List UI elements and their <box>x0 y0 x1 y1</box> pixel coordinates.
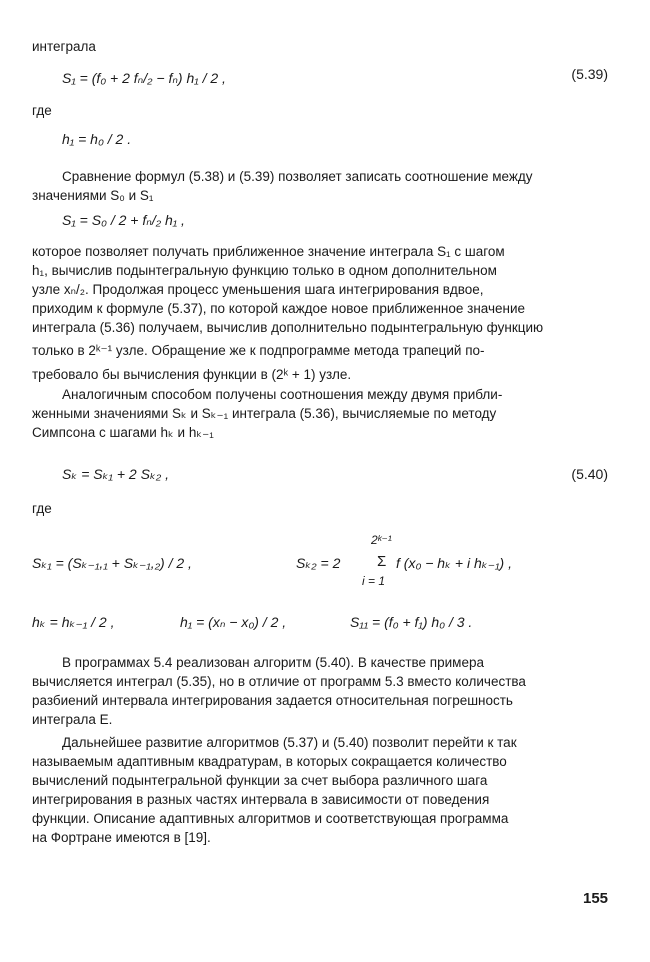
sum-body: f (x₀ − hₖ + i hₖ₋₁) , <box>396 555 512 571</box>
paragraph-5-line-5: функции. Описание адаптивных алгоритмов и соответствующая программа <box>32 811 509 826</box>
hk-definition: hₖ = hₖ₋₁ / 2 , <box>32 614 115 630</box>
equation-5-40: Sₖ = Sₖ₁ + 2 Sₖ₂ , <box>62 466 170 482</box>
paragraph-3-line-3: Симпсона с шагами hₖ и hₖ₋₁ <box>32 425 214 440</box>
paragraph-5-line-2: называемым адаптивным квадратурам, в которых сокращается количество <box>32 754 507 769</box>
h1-alt-definition: h₁ = (xₙ − x₀) / 2 , <box>180 614 287 630</box>
paragraph-4-line-2: вычисляется интеграл (5.35), но в отличие от программ 5.3 вместо количества <box>32 674 526 689</box>
equation-number-5-39: (5.39) <box>571 66 608 82</box>
summation-symbol: Σ <box>377 553 387 570</box>
paragraph-5-line-1: Дальнейшее развитие алгоритмов (5.37) и (5.40) позволит перейти к так <box>62 735 517 750</box>
paragraph-2-line-6: только в 2ᵏ⁻¹ узле. Обращение же к подпрограмме метода трапеций по- <box>32 343 485 358</box>
paragraph-5-line-3: вычислений подынтегральной функции за счет выбора различного шага <box>32 773 488 788</box>
continued-word: интеграла <box>32 39 96 54</box>
paragraph-3-line-1: Аналогичным способом получены соотношения между двумя прибли- <box>62 387 503 402</box>
sum-upper-limit: 2ᵏ⁻¹ <box>371 533 392 547</box>
equation-5-39: S₁ = (f₀ + 2 fₙ/₂ − fₙ) h₁ / 2 , <box>62 70 226 86</box>
paragraph-4-line-3: разбиений интервала интегрирования задается относительная погрешность <box>32 693 513 708</box>
sk1-definition: Sₖ₁ = (Sₖ₋₁,₁ + Sₖ₋₁,₂) / 2 , <box>32 555 192 571</box>
equation-number-5-40: (5.40) <box>571 466 608 482</box>
paragraph-4-line-1: В программах 5.4 реализован алгоритм (5.40). В качестве примера <box>62 655 484 670</box>
sk2-lhs: Sₖ₂ = 2 <box>296 555 341 571</box>
s1-relation: S₁ = S₀ / 2 + fₙ/₂ h₁ , <box>62 212 185 228</box>
paragraph-2-line-1: которое позволяет получать приближенное значение интеграла S₁ с шагом <box>32 244 505 259</box>
paragraph-3-line-2: женными значениями Sₖ и Sₖ₋₁ интеграла (5.36), вычисляемые по методу <box>32 406 497 421</box>
paragraph-1-line-2: значениями S₀ и S₁ <box>32 188 154 203</box>
paragraph-2-line-4: приходим к формуле (5.37), по которой каждое новое приближенное значение <box>32 301 526 316</box>
paragraph-5-line-6: на Фортране имеются в [19]. <box>32 830 211 845</box>
paragraph-2-line-2: h₁, вычислив подынтегральную функцию только в одном дополнительном <box>32 263 497 278</box>
sum-lower-limit: i = 1 <box>362 574 386 588</box>
where-label-2: где <box>32 501 52 516</box>
paragraph-2-line-5: интеграла (5.36) получаем, вычислив дополнительно подынтегральную функцию <box>32 320 544 335</box>
page-number: 155 <box>583 890 609 907</box>
s11-definition: S₁₁ = (f₀ + f₁) h₀ / 3 . <box>350 614 473 630</box>
paragraph-2-line-7: требовало бы вычисления функции в (2ᵏ + 1) узле. <box>32 367 352 382</box>
paragraph-1-line-1: Сравнение формул (5.38) и (5.39) позволяет записать соотношение между <box>62 169 533 184</box>
paragraph-4-line-4: интеграла Е. <box>32 712 113 727</box>
h1-definition: h₁ = h₀ / 2 . <box>62 131 132 147</box>
where-label-1: где <box>32 103 52 118</box>
paragraph-2-line-3: узле xₙ/₂. Продолжая процесс уменьшения шага интегрирования вдвое, <box>32 282 484 297</box>
paragraph-5-line-4: интегрирования в разных частях интервала в зависимости от поведения <box>32 792 490 807</box>
